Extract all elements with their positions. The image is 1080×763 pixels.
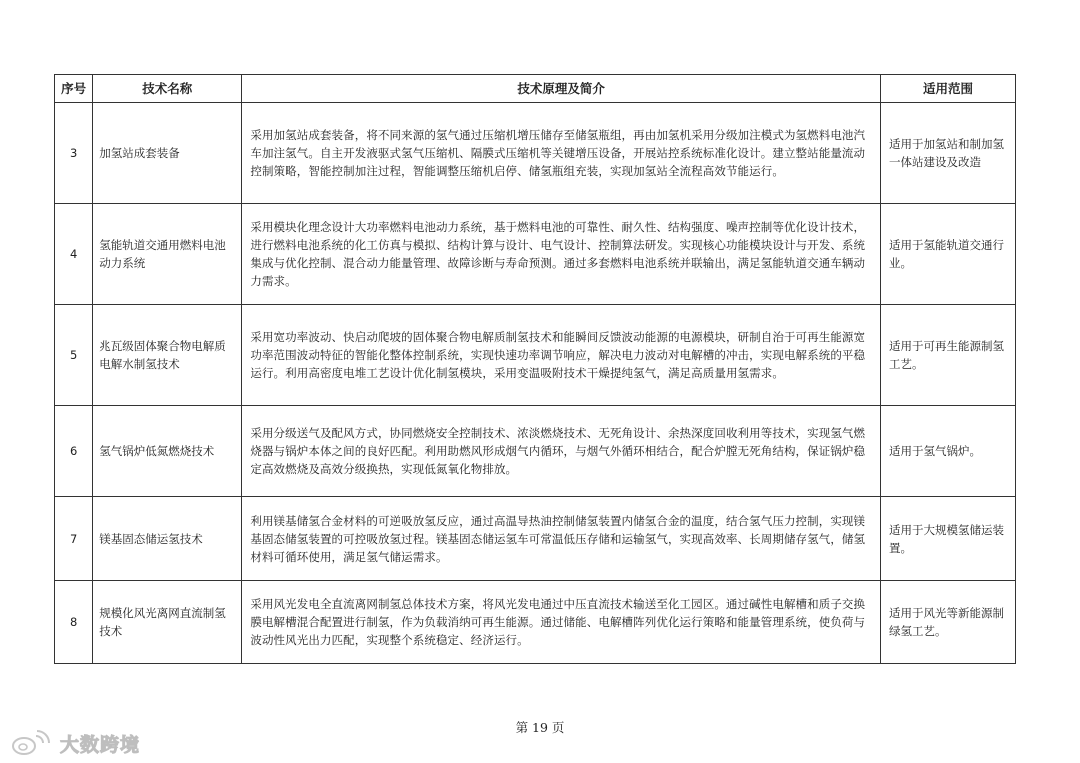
row-scope: 适用于加氢站和制加氢一体站建设及改造	[880, 103, 1015, 204]
row-no: 3	[55, 103, 93, 204]
row-no: 8	[55, 581, 93, 664]
row-no: 5	[55, 305, 93, 406]
header-scope: 适用范围	[880, 75, 1015, 103]
row-desc: 利用镁基储氢合金材料的可逆吸放氢反应，通过高温导热油控制储氢装置内储氢合金的温度，结合氢气压力控制，实现镁基固态储氢装置的可控吸放氢过程。镁基固态储运氢车可常温低压存储和运输氢气，实现高效率、长周期储存氢气，储氢材料可循环使用，满足氢气储运需求。	[242, 497, 881, 581]
header-desc: 技术原理及简介	[242, 75, 881, 103]
row-desc: 采用加氢站成套装备，将不同来源的氢气通过压缩机增压储存至储氢瓶组，再由加氢机采用分级加注模式为氢燃料电池汽车加注氢气。自主开发液驱式氢气压缩机、隔膜式压缩机等关键增压设备，开展站控系统标准化设计。建立整站能量流动控制策略，智能控制加注过程，智能调整压缩机启停、储氢瓶组充装，实现加氢站全流程高效节能运行。	[242, 103, 881, 204]
row-no: 7	[55, 497, 93, 581]
row-scope: 适用于氢能轨道交通行业。	[880, 204, 1015, 305]
table-row	[55, 103, 1016, 204]
row-scope: 适用于氢气锅炉。	[880, 406, 1015, 497]
row-name: 规模化风光离网直流制氢技术	[93, 581, 242, 664]
row-name: 氢能轨道交通用燃料电池动力系统	[93, 204, 242, 305]
header-name: 技术名称	[93, 75, 242, 103]
row-desc: 采用分级送气及配风方式，协同燃烧安全控制技术、浓淡燃烧技术、无死角设计、余热深度回收利用等技术，实现氢气燃烧器与锅炉本体之间的良好匹配。利用助燃风形成烟气内循环，与烟气外循环相结合，配合炉膛无死角结构，保证锅炉稳定高效燃烧及高效分级换热，实现低氮氧化物排放。	[242, 406, 881, 497]
table-row	[55, 204, 1016, 305]
row-name: 加氢站成套装备	[93, 103, 242, 204]
technology-table	[54, 74, 1016, 664]
page-number: 第 19 页	[515, 720, 565, 735]
row-no: 4	[55, 204, 93, 305]
row-desc: 采用风光发电全直流离网制氢总体技术方案，将风光发电通过中压直流技术输送至化工园区。通过碱性电解槽和质子交换膜电解槽混合配置进行制氢，作为负载消纳可再生能源。通过储能、电解槽阵列优化运行策略和能量管理系统，使负荷与波动性风光出力匹配，实现整个系统稳定、经济运行。	[242, 581, 881, 664]
watermark	[10, 728, 140, 758]
weibo-logo-icon	[10, 728, 54, 758]
table-row	[55, 497, 1016, 581]
table-header-row	[55, 75, 1016, 103]
table-row	[55, 581, 1016, 664]
row-scope: 适用于风光等新能源制绿氢工艺。	[880, 581, 1015, 664]
row-name: 镁基固态储运氢技术	[93, 497, 242, 581]
watermark-text: 大数跨境	[60, 733, 141, 756]
row-name: 兆瓦级固体聚合物电解质电解水制氢技术	[93, 305, 242, 406]
table-row	[55, 305, 1016, 406]
row-scope: 适用于大规模氢储运装置。	[880, 497, 1015, 581]
header-no: 序号	[55, 75, 93, 103]
row-no: 6	[55, 406, 93, 497]
row-desc: 采用宽功率波动、快启动爬坡的固体聚合物电解质制氢技术和能瞬间反馈波动能源的电源模块，研制自治于可再生能源宽功率范围波动特征的智能化整体控制系统，实现快速功率调节响应，解决电力波动对电解槽的冲击，实现电解系统的平稳运行。利用高密度电堆工艺设计优化制氢模块，采用变温吸附技术干燥提纯氢气，满足高质量用氢需求。	[242, 305, 881, 406]
row-scope: 适用于可再生能源制氢工艺。	[880, 305, 1015, 406]
row-desc: 采用模块化理念设计大功率燃料电池动力系统，基于燃料电池的可靠性、耐久性、结构强度、噪声控制等优化设计技术，进行燃料电池系统的化工仿真与模拟、结构计算与设计、电气设计、控制算法研发。实现核心功能模块设计与开发、系统集成与优化控制、混合动力能量管理、故障诊断与寿命预测。通过多套燃料电池系统并联输出，满足氢能轨道交通车辆动力需求。	[242, 204, 881, 305]
row-name: 氢气锅炉低氮燃烧技术	[93, 406, 242, 497]
table-row	[55, 406, 1016, 497]
